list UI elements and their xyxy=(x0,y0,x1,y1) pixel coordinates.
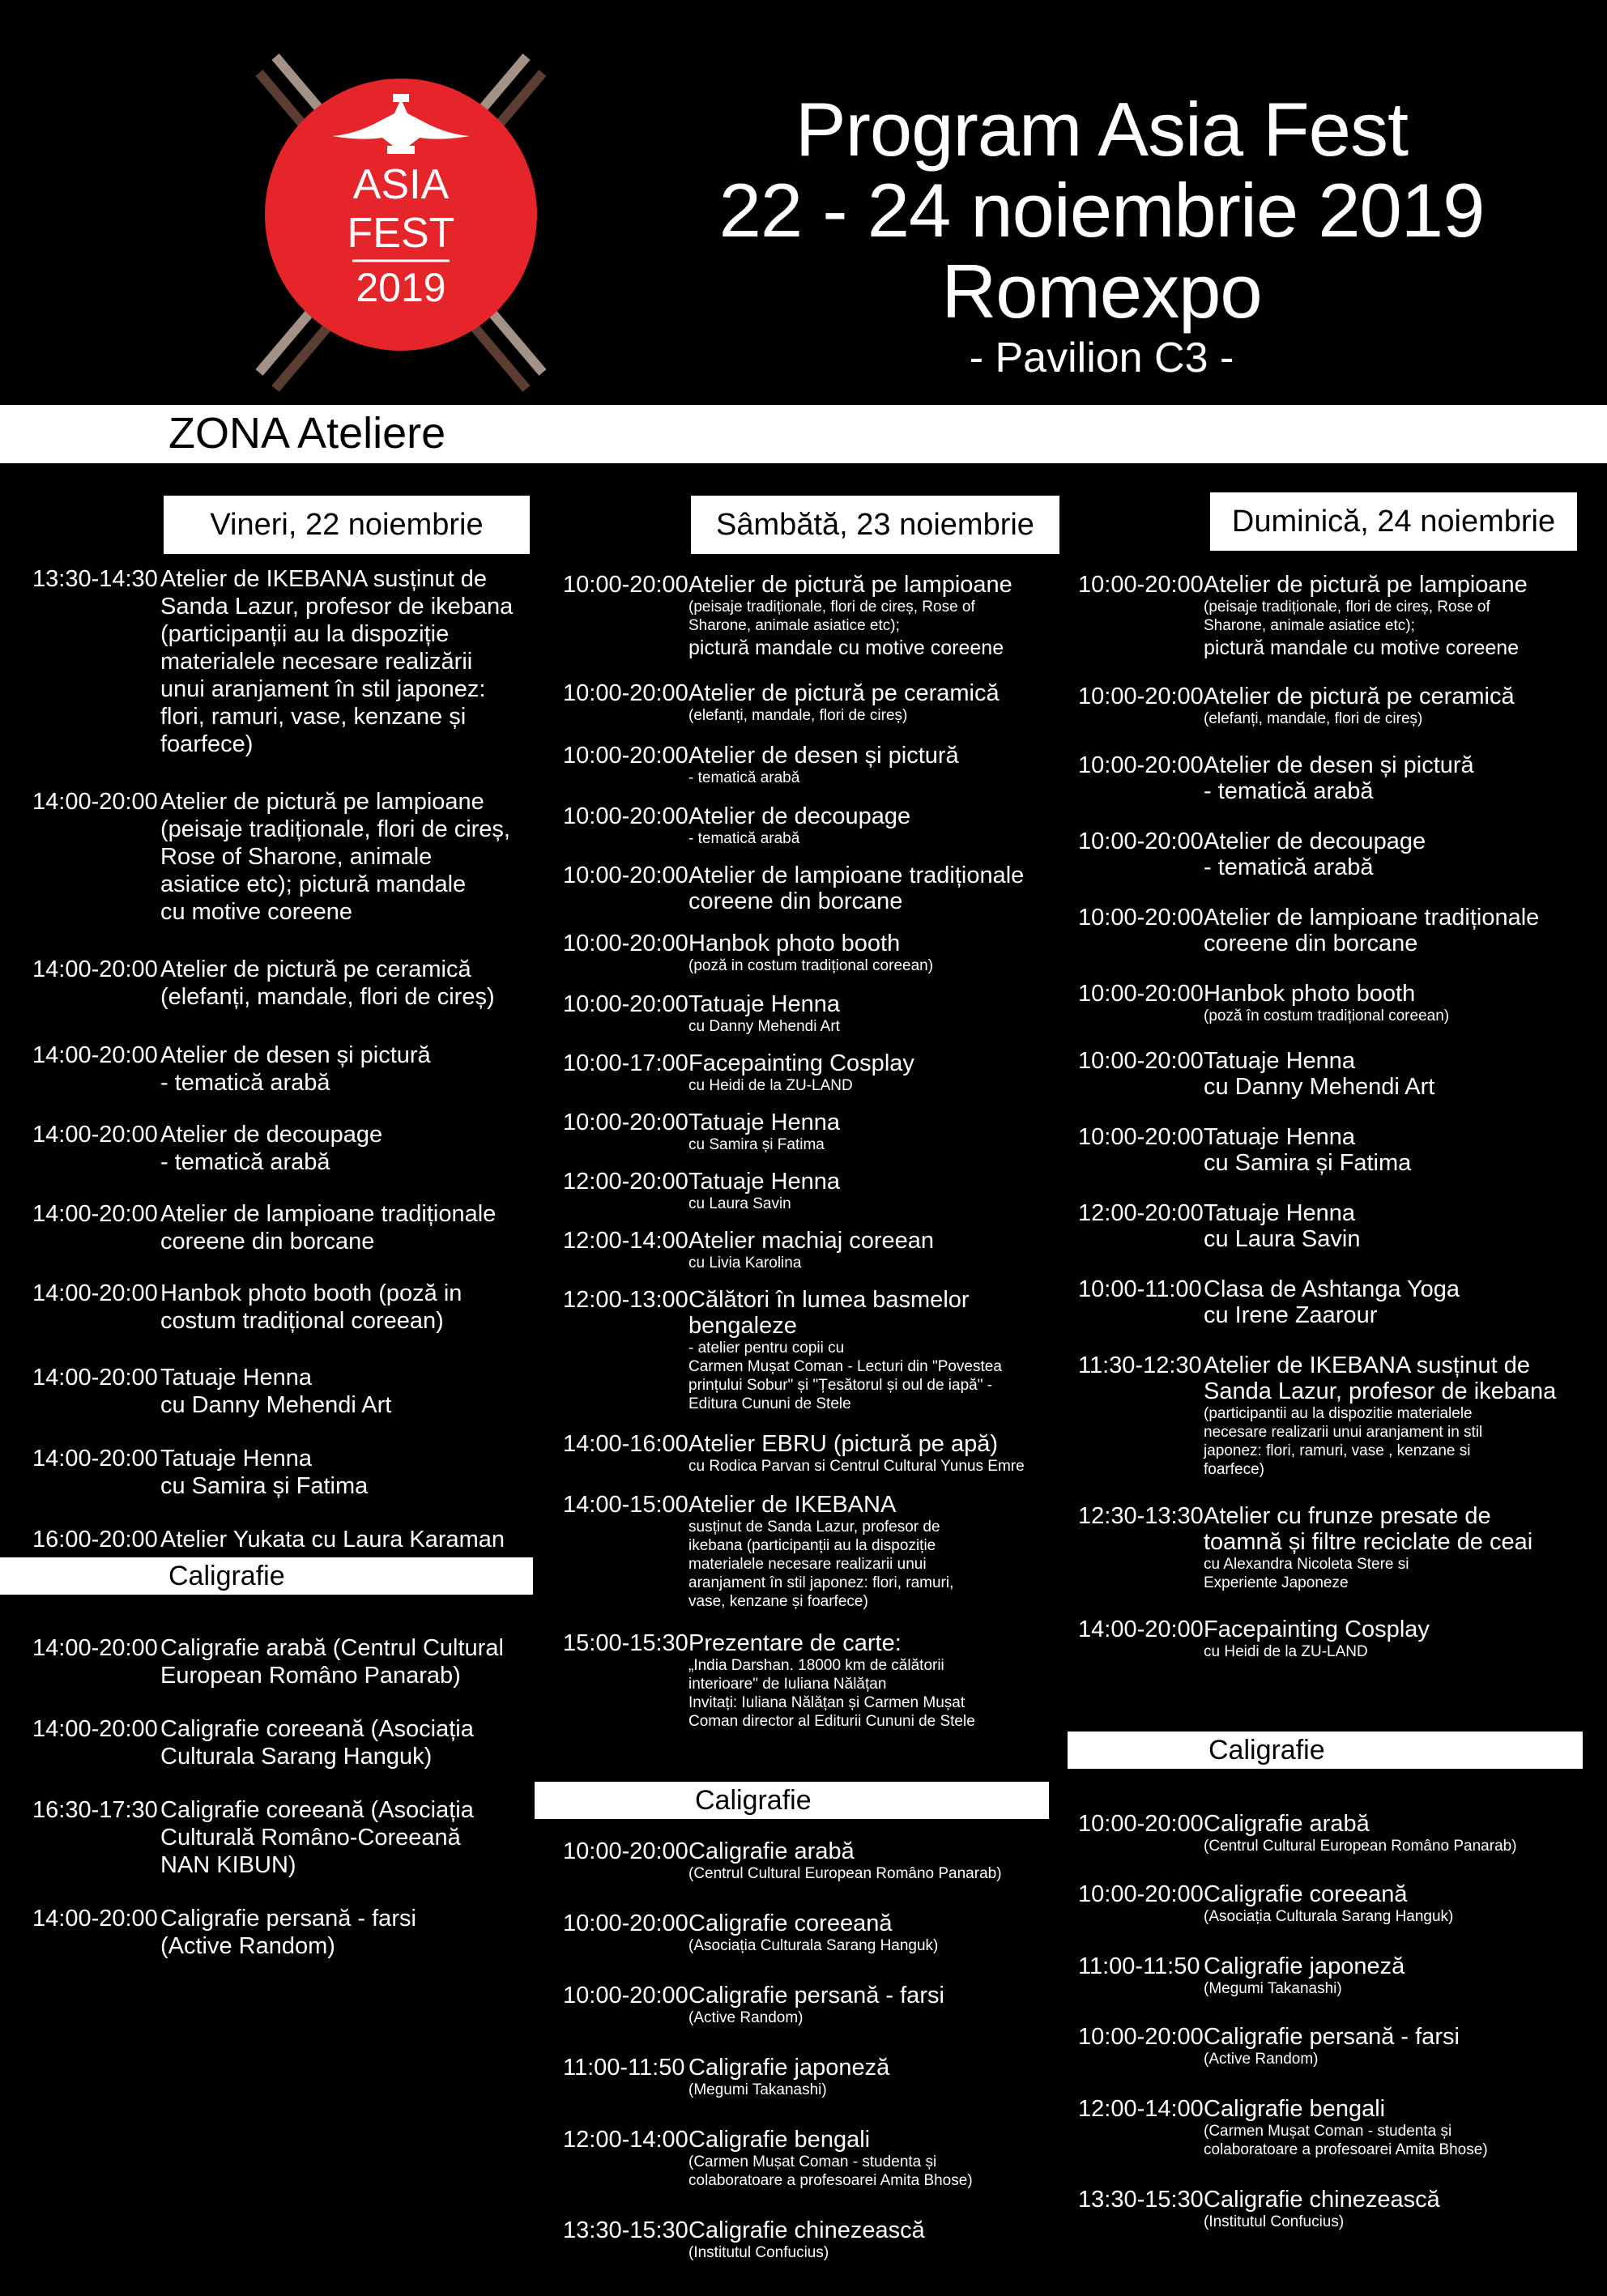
schedule-time: 10:00-20:00 xyxy=(1078,829,1204,854)
friday-calligraphy-bar xyxy=(0,1557,533,1595)
saturday-calligraphy-bar xyxy=(535,1782,1049,1819)
schedule-title: Atelier de decoupage xyxy=(688,803,911,829)
schedule-details: (Megumi Takanashi) xyxy=(1204,1980,1342,1997)
schedule-item xyxy=(563,1228,1065,1272)
page-title: Program Asia Fest xyxy=(795,87,1409,172)
schedule-time: 14:00-20:00 xyxy=(32,1635,158,1661)
schedule-details: (poză în costum tradițional coreean) xyxy=(1204,1007,1450,1024)
schedule-time: 12:00-20:00 xyxy=(1078,1200,1204,1226)
schedule-title: Facepainting Cosplay xyxy=(1204,1617,1430,1642)
schedule-title: Atelier de pictură pe ceramică (elefanți, mandale, flori de cireș) xyxy=(160,956,495,1010)
schedule-time: 14:00-15:00 xyxy=(563,1492,688,1518)
schedule-title: Atelier de IKEBANA susținut de Sanda Lazur, profesor de ikebana (participanții au la dispoziție materialele necesare realizării unui aranjament în stil japonez: flori, ramuri, vase, kenzane și foarfece) xyxy=(160,566,514,757)
schedule-item xyxy=(1078,829,1596,880)
schedule-details: - tematică arabă xyxy=(688,769,800,786)
asia-fest-logo xyxy=(227,24,575,405)
schedule-item xyxy=(32,1200,543,1255)
schedule-details: - tematică arabă xyxy=(688,830,800,847)
schedule-item xyxy=(563,1287,1065,1413)
schedule-title: Hanbok photo booth (poză in costum tradițional coreean) xyxy=(160,1280,462,1334)
schedule-time: 13:30-15:30 xyxy=(563,2217,688,2243)
schedule-item xyxy=(563,743,1065,787)
schedule-details: (elefanți, mandale, flori de cireș) xyxy=(1204,710,1423,727)
schedule-time: 12:00-14:00 xyxy=(1078,2096,1204,2122)
schedule-item xyxy=(32,1121,543,1176)
schedule-details: cu Samira și Fatima xyxy=(688,1136,825,1153)
schedule-details: (Centrul Cultural European Româno Panarab) xyxy=(1204,1838,1517,1855)
schedule-item xyxy=(32,1905,543,1960)
schedule-title: Călători în lumea basmelor bengaleze xyxy=(688,1287,970,1339)
schedule-title-extra: pictură mandale cu motive coreene xyxy=(1204,637,1520,659)
saturday-column xyxy=(563,572,1065,1747)
friday-calligraphy-label: Caligrafie xyxy=(168,1561,285,1591)
schedule-time: 14:00-20:00 xyxy=(32,956,158,982)
schedule-time: 12:00-14:00 xyxy=(563,1228,688,1254)
schedule-item xyxy=(563,1492,1065,1611)
schedule-details: (Institutul Confucius) xyxy=(1204,2213,1345,2230)
schedule-title: Caligrafie japoneză xyxy=(688,2055,890,2081)
schedule-item xyxy=(563,572,1065,661)
schedule-title: Tatuaje Henna cu Samira și Fatima xyxy=(1204,1124,1412,1176)
schedule-item xyxy=(563,1431,1065,1476)
schedule-item xyxy=(1078,905,1596,956)
schedule-title: Hanbok photo booth xyxy=(688,931,901,956)
schedule-item xyxy=(563,1110,1065,1154)
schedule-details: cu Heidi de la ZU-LAND xyxy=(1204,1643,1368,1660)
day-header-friday: Vineri, 22 noiembrie xyxy=(164,496,530,554)
schedule-title: Caligrafie arabă (Centrul Cultural European Româno Panarab) xyxy=(160,1635,504,1689)
schedule-details: (Asociația Culturala Sarang Hanguk) xyxy=(688,1937,939,1954)
schedule-title: Atelier de IKEBANA susținut de Sanda Lazur, profesor de ikebana xyxy=(1204,1352,1557,1404)
schedule-item xyxy=(1078,1276,1596,1328)
schedule-title: Atelier de desen și pictură xyxy=(688,743,959,769)
event-venue: Romexpo xyxy=(941,249,1262,334)
schedule-details: (Carmen Mușat Coman - studenta și colaboratoare a profesoarei Amita Bhose) xyxy=(688,2153,973,2189)
schedule-time: 10:00-20:00 xyxy=(1078,1881,1204,1907)
schedule-item xyxy=(563,863,1065,914)
schedule-title: Tatuaje Henna cu Danny Mehendi Art xyxy=(160,1365,392,1418)
schedule-details: (Megumi Takanashi) xyxy=(688,2081,827,2098)
schedule-time: 10:00-20:00 xyxy=(563,1838,688,1864)
schedule-time: 10:00-20:00 xyxy=(563,1110,688,1135)
schedule-time: 14:00-16:00 xyxy=(563,1431,688,1457)
schedule-time: 13:30-14:30 xyxy=(32,566,158,592)
schedule-title: Atelier de decoupage - tematică arabă xyxy=(160,1122,383,1175)
logo-fest-text: FEST xyxy=(347,210,455,257)
schedule-title: Atelier de pictură pe ceramică xyxy=(1204,684,1515,709)
schedule-item xyxy=(1078,684,1596,728)
schedule-details: cu Danny Mehendi Art xyxy=(688,1018,840,1035)
schedule-details: (peisaje tradiționale, flori de cireș, Rose of Sharone, animale asiatice etc); xyxy=(1204,598,1490,634)
schedule-time: 10:00-11:00 xyxy=(1078,1276,1202,1302)
schedule-item xyxy=(563,1983,1065,2027)
schedule-item xyxy=(1078,1352,1596,1479)
schedule-item xyxy=(1078,981,1596,1025)
schedule-time: 10:00-20:00 xyxy=(563,1910,688,1936)
schedule-item xyxy=(1078,572,1596,661)
event-dates: 22 - 24 noiembrie 2019 xyxy=(718,168,1485,253)
schedule-title: Caligrafie coreeană (Asociația Culturală Româno-Coreeană NAN KIBUN) xyxy=(160,1797,474,1878)
schedule-time: 10:00-20:00 xyxy=(1078,1124,1204,1150)
schedule-details: (participantii au la dispozitie materialele necesare realizarii unui aranjament in stil japonez: flori, ramuri, vase , kenzane si foarfece) xyxy=(1204,1405,1483,1478)
schedule-title: Atelier cu frunze presate de toamnă și filtre reciclate de ceai xyxy=(1204,1503,1533,1555)
schedule-item xyxy=(563,1169,1065,1213)
schedule-time: 10:00-20:00 xyxy=(1078,1811,1204,1837)
schedule-title: Hanbok photo booth xyxy=(1204,981,1416,1007)
schedule-details: cu Alexandra Nicoleta Stere si Experiente Japoneze xyxy=(1204,1556,1409,1591)
schedule-time: 10:00-20:00 xyxy=(563,680,688,706)
day-header-saturday: Sâmbătă, 23 noiembrie xyxy=(691,496,1059,554)
schedule-title: Atelier de decoupage - tematică arabă xyxy=(1204,829,1426,880)
schedule-title: Atelier machiaj coreean xyxy=(688,1228,935,1254)
schedule-item xyxy=(1078,1881,1596,1926)
schedule-time: 14:00-20:00 xyxy=(32,1042,158,1068)
schedule-item xyxy=(1078,1617,1596,1661)
logo-graphic xyxy=(227,24,575,405)
schedule-title: Caligrafie bengali xyxy=(688,2127,871,2153)
schedule-title: Caligrafie coreeană (Asociația Culturala Sarang Hanguk) xyxy=(160,1716,474,1770)
schedule-time: 10:00-20:00 xyxy=(563,863,688,888)
schedule-time: 13:30-15:30 xyxy=(1078,2187,1204,2213)
schedule-title: Caligrafie japoneză xyxy=(1204,1953,1405,1979)
schedule-item xyxy=(32,1280,543,1335)
saturday-calligraphy-label: Caligrafie xyxy=(695,1785,812,1816)
schedule-time: 10:00-20:00 xyxy=(1078,752,1204,778)
schedule-time: 11:00-11:50 xyxy=(563,2055,685,2081)
schedule-details: (elefanți, mandale, flori de cireș) xyxy=(688,707,908,724)
schedule-title: Caligrafie coreeană xyxy=(1204,1881,1408,1907)
schedule-title: Tatuaje Henna cu Danny Mehendi Art xyxy=(1204,1048,1435,1100)
schedule-time: 16:00-20:00 xyxy=(32,1527,158,1553)
schedule-time: 10:00-20:00 xyxy=(563,931,688,956)
schedule-time: 12:00-14:00 xyxy=(563,2127,688,2153)
schedule-title: Caligrafie arabă xyxy=(688,1838,855,1864)
schedule-item xyxy=(1078,1953,1596,1998)
schedule-time: 12:00-13:00 xyxy=(563,1287,688,1313)
schedule-item xyxy=(1078,1811,1596,1855)
schedule-title: Tatuaje Henna cu Samira și Fatima xyxy=(160,1446,369,1499)
schedule-time: 10:00-20:00 xyxy=(563,803,688,829)
schedule-time: 12:00-20:00 xyxy=(563,1169,688,1195)
schedule-title: Atelier de desen și pictură - tematică arabă xyxy=(1204,752,1474,804)
schedule-title: Tatuaje Henna xyxy=(688,1169,841,1195)
schedule-item xyxy=(563,1910,1065,1955)
schedule-title: Atelier de lampioane tradiționale coreene din borcane xyxy=(1204,905,1540,956)
schedule-time: 10:00-20:00 xyxy=(1078,2024,1204,2050)
schedule-title: Atelier de pictură pe lampioane xyxy=(1204,572,1528,598)
schedule-item xyxy=(32,1364,543,1419)
schedule-time: 14:00-20:00 xyxy=(32,1906,158,1932)
schedule-time: 10:00-20:00 xyxy=(1078,572,1204,598)
schedule-time: 10:00-20:00 xyxy=(1078,981,1204,1007)
zone-title-bar xyxy=(0,405,1607,463)
schedule-time: 14:00-20:00 xyxy=(32,1122,158,1148)
schedule-time: 14:00-20:00 xyxy=(32,1716,158,1742)
schedule-item xyxy=(563,680,1065,725)
schedule-details: susținut de Sanda Lazur, profesor de ikebana (participanții au la dispoziție materialele necesare realizarii unui aranjament în stil japonez: flori, ramuri, vase, kenzane și foarfece) xyxy=(688,1519,954,1610)
sunday-calligraphy-bar xyxy=(1068,1732,1583,1769)
schedule-details: (Active Random) xyxy=(1204,2051,1319,2068)
schedule-item xyxy=(1078,2024,1596,2068)
schedule-details: (Carmen Mușat Coman - studenta și colaboratoare a profesoarei Amita Bhose) xyxy=(1204,2123,1488,2158)
schedule-item xyxy=(1078,2187,1596,2231)
schedule-title-extra: pictură mandale cu motive coreene xyxy=(688,637,1004,659)
schedule-title: Caligrafie persană - farsi xyxy=(688,1983,944,2008)
schedule-item xyxy=(1078,1503,1596,1592)
zone-title: ZONA Ateliere xyxy=(168,409,446,458)
schedule-item xyxy=(32,788,543,926)
logo-year-text: 2019 xyxy=(356,265,446,310)
schedule-item xyxy=(1078,1124,1596,1176)
schedule-time: 10:00-20:00 xyxy=(563,991,688,1017)
schedule-time: 10:00-20:00 xyxy=(563,572,688,598)
schedule-title: Clasa de Ashtanga Yoga cu Irene Zaarour xyxy=(1204,1276,1460,1328)
schedule-item xyxy=(563,2127,1065,2190)
schedule-details: (Active Random) xyxy=(688,2009,804,2026)
schedule-title: Atelier de pictură pe ceramică xyxy=(688,680,1000,706)
schedule-time: 11:00-11:50 xyxy=(1078,1953,1200,1979)
schedule-time: 14:00-20:00 xyxy=(32,1446,158,1472)
day-header-sunday: Duminică, 24 noiembrie xyxy=(1210,492,1577,551)
schedule-item xyxy=(32,956,543,1011)
logo-asia-text: ASIA xyxy=(352,161,450,208)
schedule-title: Caligrafie chinezească xyxy=(1204,2187,1440,2213)
schedule-item xyxy=(32,565,543,758)
schedule-time: 10:00-20:00 xyxy=(1078,1048,1204,1074)
schedule-title: Caligrafie persană - farsi xyxy=(1204,2024,1460,2050)
schedule-title: Facepainting Cosplay xyxy=(688,1050,914,1076)
schedule-details: (peisaje tradiționale, flori de cireș, Rose of Sharone, animale asiatice etc); xyxy=(688,598,975,634)
schedule-details: (Centrul Cultural European Româno Panarab) xyxy=(688,1865,1002,1882)
friday-calligraphy-column xyxy=(32,1634,543,1976)
schedule-item xyxy=(563,803,1065,848)
sunday-calligraphy-label: Caligrafie xyxy=(1208,1735,1325,1766)
schedule-time: 14:00-20:00 xyxy=(32,1280,158,1306)
schedule-item xyxy=(563,1050,1065,1095)
schedule-title: Atelier EBRU (pictură pe apă) xyxy=(688,1431,998,1457)
schedule-item xyxy=(1078,1200,1596,1252)
schedule-title: Caligrafie chinezească xyxy=(688,2217,925,2243)
schedule-item xyxy=(32,1445,543,1500)
schedule-title: Atelier de lampioane tradiționale coreene din borcane xyxy=(688,863,1025,914)
event-pavilion: - Pavilion C3 - xyxy=(969,334,1234,381)
schedule-title: Caligrafie arabă xyxy=(1204,1811,1370,1837)
sunday-calligraphy-column xyxy=(1078,1811,1596,2247)
schedule-item xyxy=(32,1715,543,1770)
sunday-column xyxy=(1078,572,1596,1677)
schedule-time: 14:00-20:00 xyxy=(32,1365,158,1391)
schedule-details: - atelier pentru copii cu Carmen Mușat Coman - Lecturi din "Povestea prințului Sobur" și "Țesătorul și oul de iapă" - Editura Cununi de Stele xyxy=(688,1340,1002,1412)
schedule-time: 16:30-17:30 xyxy=(32,1797,158,1823)
schedule-title: Atelier de lampioane tradiționale coreene din borcane xyxy=(160,1201,497,1254)
saturday-calligraphy-column xyxy=(563,1838,1065,2278)
schedule-time: 11:30-12:30 xyxy=(1078,1352,1202,1378)
schedule-item xyxy=(563,2055,1065,2099)
schedule-item xyxy=(32,1796,543,1879)
schedule-item xyxy=(563,931,1065,975)
schedule-item xyxy=(563,1838,1065,1883)
schedule-title: Tatuaje Henna xyxy=(688,991,841,1017)
schedule-details: „India Darshan. 18000 km de călătorii interioare" de Iuliana Nălățan Invitați: Iuliana Nălățan și Carmen Mușat Coman director al Editurii Cununi de Stele xyxy=(688,1657,975,1730)
friday-column xyxy=(32,565,543,1570)
schedule-item xyxy=(32,1634,543,1689)
schedule-title: Tatuaje Henna cu Laura Savin xyxy=(1204,1200,1361,1252)
schedule-details: cu Heidi de la ZU-LAND xyxy=(688,1077,853,1094)
schedule-title: Tatuaje Henna xyxy=(688,1110,841,1135)
schedule-item xyxy=(563,991,1065,1036)
schedule-time: 15:00-15:30 xyxy=(563,1630,688,1656)
schedule-details: (Institutul Confucius) xyxy=(688,2244,829,2261)
schedule-time: 14:00-20:00 xyxy=(1078,1617,1204,1642)
schedule-details: (poză in costum tradițional coreean) xyxy=(688,957,934,974)
schedule-title: Caligrafie bengali xyxy=(1204,2096,1386,2122)
schedule-title: Caligrafie coreeană xyxy=(688,1910,893,1936)
schedule-item xyxy=(1078,1048,1596,1100)
schedule-time: 12:30-13:30 xyxy=(1078,1503,1204,1529)
schedule-item xyxy=(563,1630,1065,1731)
schedule-item xyxy=(1078,752,1596,804)
schedule-time: 10:00-20:00 xyxy=(1078,905,1204,931)
schedule-details: cu Laura Savin xyxy=(688,1195,791,1212)
schedule-details: cu Rodica Parvan si Centrul Cultural Yunus Emre xyxy=(688,1458,1025,1475)
schedule-item xyxy=(563,2217,1065,2262)
schedule-title: Atelier de pictură pe lampioane (peisaje tradiționale, flori de cireș, Rose of Sharone, animale asiatice etc); pictură mandale cu motive coreene xyxy=(160,789,510,925)
schedule-time: 10:00-20:00 xyxy=(1078,684,1204,709)
schedule-time: 10:00-20:00 xyxy=(563,1983,688,2008)
schedule-time: 10:00-17:00 xyxy=(563,1050,688,1076)
schedule-details: (Asociația Culturala Sarang Hanguk) xyxy=(1204,1908,1454,1925)
schedule-time: 14:00-20:00 xyxy=(32,789,158,815)
schedule-item xyxy=(32,1526,543,1553)
schedule-time: 10:00-20:00 xyxy=(563,743,688,769)
schedule-title: Caligrafie persană - farsi (Active Random) xyxy=(160,1906,416,1959)
schedule-item xyxy=(32,1042,543,1097)
schedule-title: Atelier Yukata cu Laura Karaman xyxy=(160,1527,505,1553)
schedule-title: Atelier de IKEBANA xyxy=(688,1492,897,1518)
schedule-item xyxy=(1078,2096,1596,2159)
schedule-title: Prezentare de carte: xyxy=(688,1630,902,1656)
schedule-title: Atelier de pictură pe lampioane xyxy=(688,572,1012,598)
schedule-details: cu Livia Karolina xyxy=(688,1254,802,1272)
schedule-time: 14:00-20:00 xyxy=(32,1201,158,1227)
schedule-title: Atelier de desen și pictură - tematică arabă xyxy=(160,1042,431,1096)
